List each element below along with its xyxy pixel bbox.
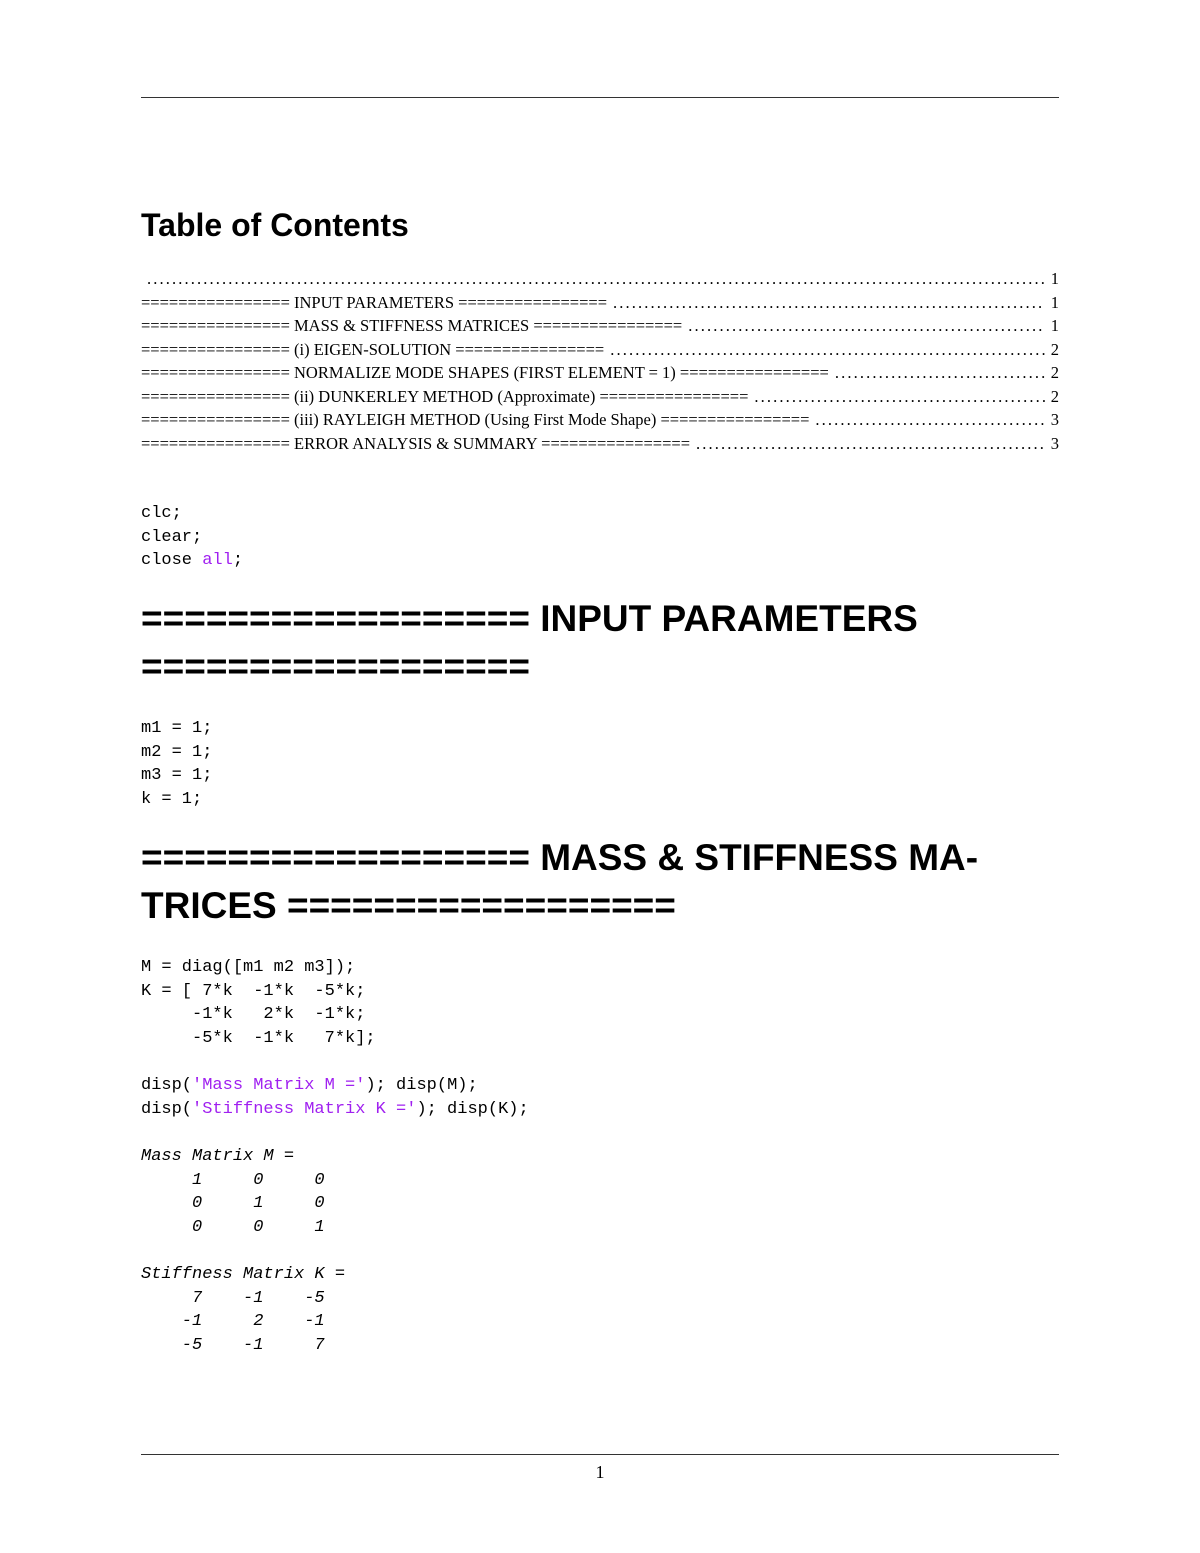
output-title: Mass Matrix M = (141, 1147, 295, 1166)
output-row: 0 1 0 (141, 1194, 325, 1214)
toc-leader-dots (613, 291, 1045, 315)
toc-leader-dots (610, 338, 1045, 362)
table-of-contents (141, 267, 1059, 455)
code-text: disp( (141, 1099, 193, 1119)
output-row: -5 -1 7 (141, 1335, 325, 1355)
code-line: clear; (141, 527, 203, 547)
toc-leader-dots (696, 432, 1045, 456)
toc-entry[interactable] (141, 267, 1059, 291)
toc-entry-label: ================ MASS & STIFFNESS MATRICES ================ (141, 316, 683, 335)
code-line: K = [ 7*k -1*k -5*k; (141, 981, 366, 1001)
toc-entry-label: ================ NORMALIZE MODE SHAPES (FIRST ELEMENT = 1) ================ (141, 363, 829, 382)
code-text: ); disp(K); (416, 1099, 529, 1119)
toc-entry-page: 3 (1050, 433, 1059, 453)
code-line: m2 = 1; (141, 742, 213, 762)
code-string: 'Mass Matrix M =' (192, 1075, 366, 1095)
toc-entry-label: ================ (ii) DUNKERLEY METHOD (Approximate) ================ (141, 386, 749, 406)
output-mass-matrix (141, 1145, 325, 1239)
output-row: 0 0 1 (141, 1217, 325, 1237)
header-rule (141, 97, 1059, 98)
toc-entry-label: ================ (iii) RAYLEIGH METHOD (Using First Mode Shape) ================ (141, 410, 810, 429)
code-text: close (141, 551, 203, 571)
code-block-setup (141, 502, 243, 573)
code-line: m1 = 1; (141, 719, 213, 738)
code-line: clc; (141, 504, 182, 523)
code-text: ; (232, 551, 244, 571)
toc-entry[interactable] (141, 361, 1059, 385)
footer-rule (141, 1454, 1059, 1455)
code-line (141, 1098, 529, 1122)
toc-entry[interactable] (141, 385, 1059, 409)
code-blank-line (141, 1050, 529, 1074)
toc-entry[interactable] (141, 408, 1059, 432)
toc-entry-page: 2 (1050, 386, 1059, 406)
toc-entry[interactable] (141, 291, 1059, 315)
output-title: Stiffness Matrix K = (141, 1265, 346, 1284)
toc-leader-dots (835, 361, 1045, 385)
toc-entry-page: 2 (1050, 363, 1059, 382)
output-row: 7 -1 -5 (141, 1288, 325, 1308)
toc-entry-page: 1 (1050, 316, 1059, 335)
toc-leader-dots (815, 408, 1044, 432)
toc-title: Table of Contents (141, 207, 409, 243)
code-line: k = 1; (141, 789, 203, 809)
toc-leader-dots (754, 385, 1044, 409)
toc-entry-page: 1 (1050, 292, 1059, 312)
code-keyword: all (202, 551, 233, 571)
code-block-matrices (141, 956, 529, 1121)
code-text: ); disp(M); (365, 1075, 478, 1095)
toc-entry[interactable] (141, 432, 1059, 456)
toc-entry-label: ================ INPUT PARAMETERS ================ (141, 292, 608, 312)
code-line (141, 1074, 529, 1098)
code-line: m3 = 1; (141, 766, 213, 786)
code-line: -1*k 2*k -1*k; (141, 1005, 366, 1025)
toc-leader-dots (147, 267, 1045, 291)
toc-entry[interactable] (141, 314, 1059, 338)
code-line: -5*k -1*k 7*k]; (141, 1028, 376, 1048)
code-line: M = diag([m1 m2 m3]); (141, 958, 356, 977)
output-row: 1 0 0 (141, 1170, 325, 1190)
section-heading-input-parameters: ================== INPUT PARAMETERS ================== (141, 598, 918, 687)
output-row: -1 2 -1 (141, 1312, 325, 1332)
output-stiffness-matrix (141, 1263, 345, 1357)
code-text: disp( (141, 1075, 193, 1095)
toc-entry-page: 1 (1050, 269, 1059, 288)
toc-entry-label: ================ ERROR ANALYSIS & SUMMARY ================ (141, 433, 691, 453)
code-string: 'Stiffness Matrix K =' (192, 1099, 417, 1119)
toc-entry-label: ================ (i) EIGEN-SOLUTION ================ (141, 339, 605, 359)
toc-entry[interactable] (141, 338, 1059, 362)
page-number: 1 (595, 1462, 605, 1482)
code-line (141, 549, 243, 573)
toc-entry-page: 3 (1050, 410, 1059, 429)
toc-entry-page: 2 (1050, 339, 1059, 359)
toc-leader-dots (688, 314, 1045, 338)
code-block-input-parameters (141, 717, 212, 811)
section-heading-mass-stiffness: ================== MASS & STIFFNESS MA-TRICES ================== (141, 837, 979, 926)
